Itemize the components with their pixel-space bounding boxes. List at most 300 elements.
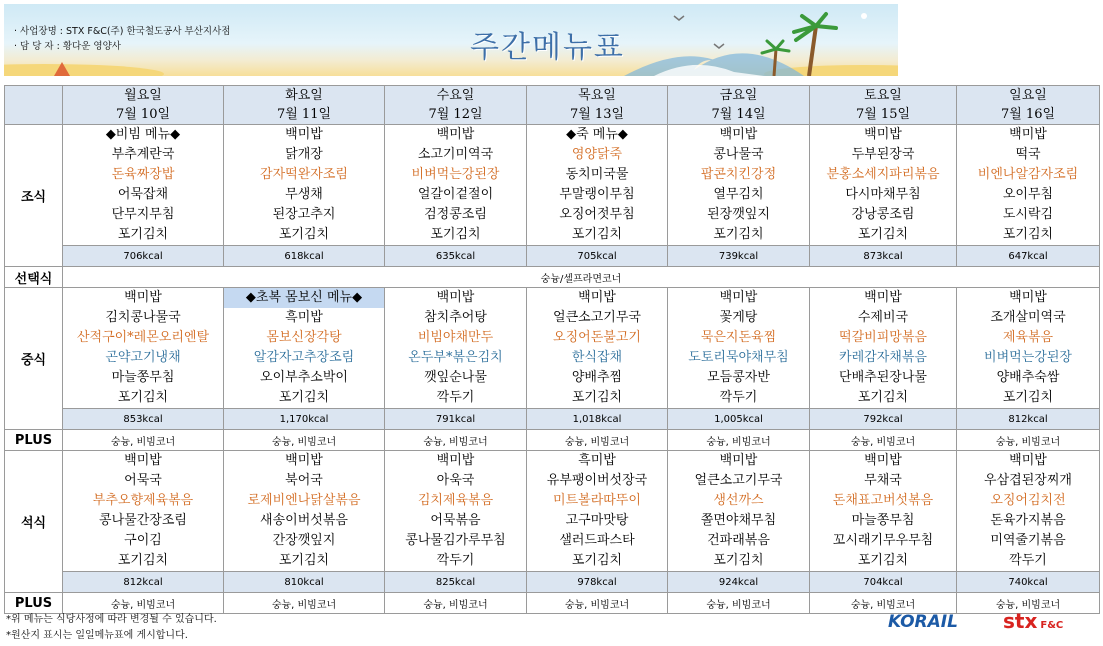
menu-item — [385, 388, 527, 409]
menu-item — [63, 511, 224, 531]
site-line: · 사업장명 : STX F&C(주) 한국철도공사 부산지사점 — [14, 26, 231, 37]
menu-item-text: 북어국 — [285, 473, 323, 488]
menu-item-text: 마늘쫑무침 — [851, 513, 915, 528]
kcal-cell: 739kcal — [668, 246, 810, 267]
kcal-cell: 810kcal — [224, 572, 385, 593]
menu-item-text: 백미밥 — [436, 127, 475, 142]
menu-item-text: 미트볼라따뚜이 — [553, 493, 641, 508]
menu-item — [385, 348, 527, 368]
kcal-cell: 1,170kcal — [224, 409, 385, 430]
menu-item-text: 백미밥 — [124, 453, 162, 468]
menu-item — [385, 165, 527, 185]
menu-item — [957, 185, 1100, 205]
menu-item — [63, 225, 224, 246]
menu-item-text: 무생채 — [285, 187, 323, 202]
menu-item-text: 백미밥 — [719, 127, 758, 142]
menu-item — [63, 165, 224, 185]
kcal-cell: 618kcal — [224, 246, 385, 267]
menu-item — [957, 328, 1100, 348]
menu-item-text: 오이무침 — [1002, 187, 1054, 202]
menu-item — [63, 388, 224, 409]
menu-item — [810, 451, 957, 472]
menu-item — [810, 328, 957, 348]
header-info — [14, 24, 230, 54]
menu-item — [668, 145, 810, 165]
menu-item-text: 어묵잡채 — [117, 187, 169, 202]
menu-item — [810, 165, 957, 185]
menu-item — [224, 205, 385, 225]
menu-item — [810, 308, 957, 328]
menu-item-text: 포기김치 — [278, 553, 330, 568]
menu-item — [224, 225, 385, 246]
menu-item — [810, 145, 957, 165]
menu-item-text: 어묵볶음 — [430, 513, 481, 528]
menu-item-text: 포기김치 — [857, 553, 909, 568]
menu-item-text: 백미밥 — [578, 290, 616, 305]
kcal-cell: 792kcal — [810, 409, 957, 430]
menu-item — [224, 165, 385, 185]
menu-item-text: 마늘쫑무침 — [111, 370, 175, 385]
menu-item — [385, 531, 527, 551]
menu-item-text: 어묵국 — [124, 473, 162, 488]
plus-cell: 숭늉, 비빔코너 — [957, 593, 1100, 614]
menu-item-text: 로제비엔나닭살볶음 — [247, 493, 361, 508]
plus-cell: 숭늉, 비빔코너 — [385, 593, 527, 614]
menu-item-text: 떡갈비피망볶음 — [839, 330, 927, 345]
lunch-label: 중식 — [5, 288, 63, 430]
menu-item-text: 양배추숙쌈 — [996, 370, 1060, 385]
kcal-cell: 706kcal — [63, 246, 224, 267]
menu-item-text: 오징어돈불고기 — [553, 330, 641, 345]
menu-item — [527, 388, 668, 409]
menu-item — [385, 368, 527, 388]
menu-item-text: 카레감자채볶음 — [839, 350, 927, 365]
select-row: 숭늉/셀프라면코너 — [63, 267, 1100, 288]
day-header: 금요일 — [668, 86, 810, 106]
menu-item-text: 된장고추지 — [272, 207, 336, 222]
menu-item — [63, 471, 224, 491]
day-header: 수요일 — [385, 86, 527, 106]
plus-cell: 숭늉, 비빔코너 — [810, 593, 957, 614]
menu-item — [63, 328, 224, 348]
menu-item-text: 분홍소세지파리볶음 — [826, 167, 940, 182]
breakfast-label: 조식 — [5, 125, 63, 267]
menu-item — [668, 451, 810, 472]
menu-item — [527, 205, 668, 225]
menu-item — [385, 328, 527, 348]
menu-item-text: 된장깻잎지 — [707, 207, 770, 222]
note-change: *위 메뉴는 식당사정에 따라 변경될 수 있습니다. — [6, 614, 217, 625]
plus-label-dinner: PLUS — [5, 593, 63, 614]
menu-item-text: 아욱국 — [436, 473, 475, 488]
menu-item-text: 포기김치 — [1002, 390, 1054, 405]
plus-cell: 숭늉, 비빔코너 — [810, 430, 957, 451]
menu-item-text: 영양닭죽 — [571, 147, 623, 162]
menu-item — [385, 185, 527, 205]
menu-item — [63, 491, 224, 511]
menu-item — [527, 185, 668, 205]
menu-item — [957, 225, 1100, 246]
day-header: 토요일 — [810, 86, 957, 106]
menu-item-text: 무말랭이무침 — [559, 187, 635, 202]
menu-item — [957, 531, 1100, 551]
menu-item — [527, 471, 668, 491]
menu-item-text: 새송이버섯볶음 — [260, 513, 348, 528]
menu-item — [527, 531, 668, 551]
menu-item-text: 콩나물국 — [713, 147, 764, 162]
day-header: 화요일 — [224, 86, 385, 106]
menu-item-text: 팝콘치킨강정 — [700, 167, 777, 182]
date-header: 7월 16일 — [957, 105, 1100, 125]
menu-item — [810, 368, 957, 388]
menu-item — [224, 368, 385, 388]
plus-cell: 숭늉, 비빔코너 — [668, 430, 810, 451]
menu-item — [668, 368, 810, 388]
menu-item-text: 산적구이*레몬오리엔탈 — [76, 330, 210, 345]
menu-item — [810, 348, 957, 368]
menu-item — [385, 145, 527, 165]
menu-item-text: 깍두기 — [719, 390, 758, 405]
menu-item-text: 미역줄기볶음 — [990, 533, 1066, 548]
menu-item-text: 고구마맛탕 — [565, 513, 629, 528]
date-header: 7월 14일 — [668, 105, 810, 125]
menu-item — [957, 551, 1100, 572]
menu-item — [668, 288, 810, 309]
menu-item — [63, 551, 224, 572]
menu-item — [957, 288, 1100, 309]
menu-item — [527, 511, 668, 531]
menu-item — [810, 511, 957, 531]
day-header: 월요일 — [63, 86, 224, 106]
menu-item — [224, 145, 385, 165]
menu-item — [810, 491, 957, 511]
menu-item-text: 생선까스 — [713, 493, 764, 508]
menu-item-text: 무채국 — [864, 473, 902, 488]
menu-item — [957, 368, 1100, 388]
menu-item — [810, 225, 957, 246]
menu-item-text: 비빔야채만두 — [417, 330, 494, 345]
menu-item — [668, 348, 810, 368]
kcal-cell: 791kcal — [385, 409, 527, 430]
menu-item — [527, 165, 668, 185]
plus-cell: 숭늉, 비빔코너 — [63, 430, 224, 451]
menu-item-text: 백미밥 — [1009, 453, 1047, 468]
menu-item-text: 포기김치 — [713, 553, 764, 568]
menu-item-text: 감자떡완자조림 — [260, 167, 348, 182]
menu-item — [385, 288, 527, 309]
menu-item — [63, 451, 224, 472]
kcal-cell: 978kcal — [527, 572, 668, 593]
menu-item — [385, 451, 527, 472]
menu-item-text: 단무지무침 — [111, 207, 175, 222]
menu-item-text: 포기김치 — [1002, 227, 1054, 242]
menu-item-text: 백미밥 — [285, 453, 323, 468]
menu-item-text: 포기김치 — [278, 390, 330, 405]
menu-item-text: 얼큰소고기무국 — [694, 473, 783, 488]
menu-item — [385, 308, 527, 328]
menu-item-text: 검정콩조림 — [424, 207, 487, 222]
menu-item-text: 백미밥 — [719, 290, 758, 305]
menu-item-text: 콩나물간장조림 — [99, 513, 187, 528]
menu-item-text: ◆초복 몸보신 메뉴◆ — [224, 288, 384, 308]
menu-item — [527, 308, 668, 328]
menu-item — [668, 471, 810, 491]
menu-item — [668, 511, 810, 531]
menu-item — [527, 451, 668, 472]
menu-item — [224, 451, 385, 472]
menu-item — [957, 471, 1100, 491]
menu-item-text: 참치추어탕 — [424, 310, 487, 325]
menu-item — [224, 471, 385, 491]
menu-item-text: 양배추찜 — [571, 370, 623, 385]
page-title: 주간메뉴표 — [470, 30, 625, 65]
menu-item — [527, 145, 668, 165]
menu-item-text: 포기김치 — [278, 227, 330, 242]
plus-cell: 숭늉, 비빔코너 — [224, 593, 385, 614]
note-origin: *원산지 표시는 일일메뉴표에 게시합니다. — [6, 630, 188, 641]
menu-item-text: 돈육짜장밥 — [111, 167, 175, 182]
menu-item — [385, 225, 527, 246]
menu-item — [810, 531, 957, 551]
stx-logo — [1003, 609, 1063, 633]
menu-item — [224, 531, 385, 551]
menu-item-text: 오징어김치전 — [990, 493, 1066, 508]
menu-item-text: 부추오향제육볶음 — [92, 493, 194, 508]
menu-item — [63, 348, 224, 368]
menu-item-text: 백미밥 — [1009, 127, 1047, 142]
menu-item — [63, 308, 224, 328]
menu-item-text: 김치콩나물국 — [105, 310, 181, 325]
menu-item-text: 간장깻잎지 — [272, 533, 336, 548]
menu-item — [810, 185, 957, 205]
date-header: 7월 10일 — [63, 105, 224, 125]
kcal-cell: 812kcal — [63, 572, 224, 593]
stx-logo-text: stx — [1003, 609, 1038, 633]
menu-item — [527, 328, 668, 348]
menu-item — [957, 145, 1100, 165]
menu-item-text: 포기김치 — [117, 390, 169, 405]
plus-cell: 숭늉, 비빔코너 — [957, 430, 1100, 451]
menu-item-text: 소고기미역국 — [417, 147, 494, 162]
menu-item — [527, 368, 668, 388]
select-label: 선택식 — [5, 267, 63, 288]
menu-item — [385, 491, 527, 511]
stx-logo-sub: F&C — [1040, 620, 1064, 631]
menu-item-text: 다시마채무침 — [845, 187, 921, 202]
menu-item-text: 깍두기 — [436, 390, 475, 405]
menu-item — [527, 551, 668, 572]
menu-item-text: 묵은지돈육찜 — [700, 330, 777, 345]
menu-item-text: 포기김치 — [430, 227, 481, 242]
date-header: 7월 15일 — [810, 105, 957, 125]
menu-item-text: 동치미국물 — [565, 167, 629, 182]
menu-item-text: 꼬시래기무우무침 — [832, 533, 934, 548]
menu-item-text: 온두부*볶은김치 — [408, 350, 503, 365]
menu-item — [224, 348, 385, 368]
menu-item-text: 도시락김 — [1002, 207, 1054, 222]
menu-item-text: 모듬콩자반 — [707, 370, 770, 385]
menu-item — [810, 551, 957, 572]
plus-cell: 숭늉, 비빔코너 — [527, 593, 668, 614]
menu-item — [957, 308, 1100, 328]
date-header: 7월 13일 — [527, 105, 668, 125]
menu-item-text: 비엔나알감자조림 — [977, 167, 1079, 182]
menu-item-text: 백미밥 — [436, 453, 475, 468]
menu-item-text: 흑미밥 — [285, 310, 323, 325]
menu-item-text: 몸보신장각탕 — [266, 330, 342, 345]
menu-item-text: 백미밥 — [719, 453, 758, 468]
menu-item — [527, 491, 668, 511]
menu-item-text: 비벼먹는강된장 — [411, 167, 500, 182]
menu-item-text: 백미밥 — [1009, 290, 1047, 305]
corner-cell — [5, 105, 63, 125]
plus-cell: 숭늉, 비빔코너 — [385, 430, 527, 451]
menu-item-text: 얼큰소고기무국 — [553, 310, 641, 325]
menu-item-text: 백미밥 — [436, 290, 475, 305]
menu-item-text: 백미밥 — [124, 290, 162, 305]
menu-item — [224, 328, 385, 348]
menu-item-text: 포기김치 — [571, 553, 623, 568]
menu-item-text: 포기김치 — [571, 390, 623, 405]
menu-item — [957, 511, 1100, 531]
day-header: 일요일 — [957, 86, 1100, 106]
menu-item-text: 떡국 — [1015, 147, 1041, 162]
menu-item-text: 백미밥 — [285, 127, 323, 142]
menu-item — [668, 388, 810, 409]
menu-item-text: 도토리묵야채무침 — [688, 350, 789, 365]
menu-item-text: 얼갈이겉절이 — [417, 187, 494, 202]
menu-item — [63, 531, 224, 551]
menu-item — [810, 388, 957, 409]
menu-item-text: 콩나물김가루무침 — [405, 533, 506, 548]
day-header: 목요일 — [527, 86, 668, 106]
menu-item — [957, 125, 1100, 146]
menu-item-text: 흑미밥 — [578, 453, 616, 468]
menu-item-text: 두부된장국 — [851, 147, 915, 162]
weekly-menu-table — [4, 85, 1100, 614]
menu-item — [957, 491, 1100, 511]
kcal-cell: 705kcal — [527, 246, 668, 267]
menu-item-text: 열무김치 — [713, 187, 764, 202]
kcal-cell: 924kcal — [668, 572, 810, 593]
menu-item-text: 조개살미역국 — [990, 310, 1066, 325]
date-header: 7월 12일 — [385, 105, 527, 125]
menu-item — [527, 348, 668, 368]
menu-item — [385, 551, 527, 572]
menu-item-text: 알감자고추장조림 — [253, 350, 355, 365]
kcal-cell: 873kcal — [810, 246, 957, 267]
menu-item — [668, 308, 810, 328]
menu-item — [810, 288, 957, 309]
menu-item — [385, 125, 527, 146]
menu-item-text: 우삼겹된장찌개 — [984, 473, 1072, 488]
menu-item-text: 포기김치 — [117, 227, 169, 242]
menu-item — [224, 308, 385, 328]
kcal-cell: 647kcal — [957, 246, 1100, 267]
menu-item-text: 깻잎순나물 — [424, 370, 487, 385]
menu-item — [63, 125, 224, 146]
menu-item — [63, 205, 224, 225]
menu-item — [527, 125, 668, 146]
menu-item — [668, 125, 810, 146]
kcal-cell: 1,018kcal — [527, 409, 668, 430]
menu-item-text: 곤약고기냉채 — [105, 350, 181, 365]
menu-item-text: 부추계란국 — [111, 147, 175, 162]
kcal-cell: 704kcal — [810, 572, 957, 593]
menu-item-text: 오이부추소박이 — [260, 370, 348, 385]
menu-item — [668, 205, 810, 225]
menu-item-text: 포기김치 — [857, 390, 909, 405]
menu-item — [385, 205, 527, 225]
menu-item-text: 백미밥 — [864, 290, 902, 305]
plus-cell: 숭늉, 비빔코너 — [63, 593, 224, 614]
plus-cell: 숭늉, 비빔코너 — [224, 430, 385, 451]
menu-item-text: 돈육가지볶음 — [990, 513, 1066, 528]
menu-item-text: 수제비국 — [857, 310, 909, 325]
menu-item — [957, 388, 1100, 409]
menu-item — [385, 511, 527, 531]
plus-label-lunch: PLUS — [5, 430, 63, 451]
kcal-cell: 1,005kcal — [668, 409, 810, 430]
corner-cell — [5, 86, 63, 106]
menu-item — [224, 511, 385, 531]
menu-item-text: 샐러드파스타 — [559, 533, 635, 548]
dinner-label: 석식 — [5, 451, 63, 593]
menu-item — [957, 205, 1100, 225]
menu-item-text: 돈채표고버섯볶음 — [832, 493, 934, 508]
menu-item-text: 비벼먹는강된장 — [984, 350, 1072, 365]
menu-item — [957, 451, 1100, 472]
kcal-cell: 740kcal — [957, 572, 1100, 593]
kcal-cell: 635kcal — [385, 246, 527, 267]
menu-item-text: 꽃게탕 — [719, 310, 758, 325]
menu-item — [63, 368, 224, 388]
menu-item — [224, 551, 385, 572]
manager-line: · 담 당 자 : 황다운 영양사 — [14, 41, 121, 52]
plus-cell: 숭늉, 비빔코너 — [527, 430, 668, 451]
menu-item-text: 백미밥 — [864, 453, 902, 468]
kcal-cell: 812kcal — [957, 409, 1100, 430]
menu-item-text: 깍두기 — [436, 553, 475, 568]
menu-item — [957, 348, 1100, 368]
menu-item-text: 한식잡채 — [571, 350, 623, 365]
menu-item — [224, 491, 385, 511]
menu-item-text: 포기김치 — [117, 553, 169, 568]
date-header: 7월 11일 — [224, 105, 385, 125]
menu-item — [224, 288, 385, 309]
menu-item — [957, 165, 1100, 185]
menu-item-text: 쫄면야채무침 — [700, 513, 777, 528]
menu-item — [668, 225, 810, 246]
menu-item-text: 제육볶음 — [1002, 330, 1054, 345]
menu-item — [63, 288, 224, 309]
menu-item-text: ◆비빔 메뉴◆ — [105, 127, 181, 142]
menu-item — [668, 551, 810, 572]
korail-logo: KORAIL — [888, 612, 958, 632]
menu-item-text: 강낭콩조림 — [851, 207, 915, 222]
menu-item — [668, 531, 810, 551]
menu-item-text: 구이김 — [124, 533, 162, 548]
menu-item — [668, 491, 810, 511]
menu-item-text: 오징어젓무침 — [559, 207, 635, 222]
menu-item — [810, 125, 957, 146]
menu-item — [527, 288, 668, 309]
kcal-cell: 825kcal — [385, 572, 527, 593]
header-banner — [4, 4, 898, 76]
menu-item — [63, 145, 224, 165]
menu-item-text: 단배추된장나물 — [839, 370, 927, 385]
kcal-cell: 853kcal — [63, 409, 224, 430]
